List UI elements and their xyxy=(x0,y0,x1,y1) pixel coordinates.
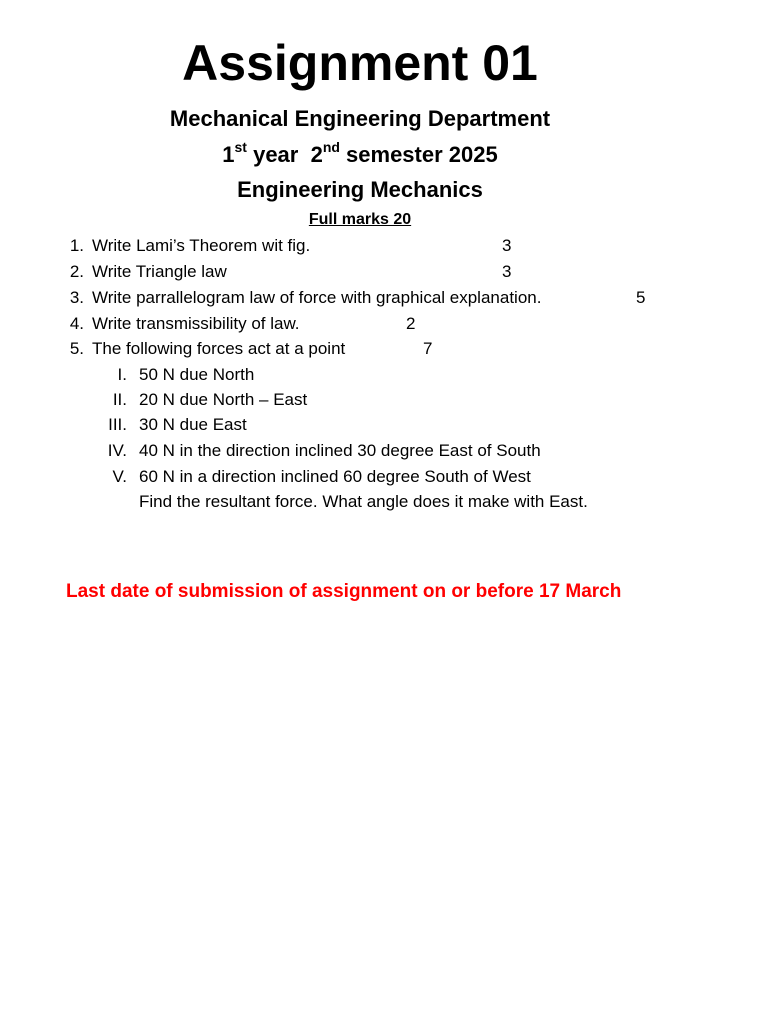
full-marks: Full marks 20 xyxy=(308,211,412,228)
subject-heading: Engineering Mechanics xyxy=(237,177,483,202)
submission-deadline: Last date of submission of assignment on or before 17 March xyxy=(66,581,622,602)
question-text: The following forces act at a point xyxy=(92,339,346,358)
question-marks: 3 xyxy=(502,236,512,255)
force-numeral: V. xyxy=(112,467,127,486)
question-number: 5. xyxy=(69,339,84,358)
force-text: 60 N in a direction inclined 60 degree South of West xyxy=(139,467,531,486)
year-semester-heading xyxy=(0,140,720,170)
question-text: Write transmissibility of law. xyxy=(92,314,300,333)
question-text: Write parrallelogram law of force with graphical explanation. xyxy=(92,288,542,307)
question-marks: 3 xyxy=(502,262,512,281)
find-resultant-text: Find the resultant force. What angle does it make with East. xyxy=(139,492,588,511)
question-text: Write Lami’s Theorem wit fig. xyxy=(92,236,311,255)
year-number: 1 xyxy=(222,142,235,167)
year-suffix: st xyxy=(234,138,247,155)
force-numeral: III. xyxy=(108,415,127,434)
force-text: 50 N due North xyxy=(139,365,255,384)
question-marks: 5 xyxy=(636,288,646,307)
question-marks: 2 xyxy=(406,314,416,333)
force-numeral: II. xyxy=(112,390,127,409)
department-heading: Mechanical Engineering Department xyxy=(169,106,551,131)
force-text: 20 N due North – East xyxy=(139,390,308,409)
semester-suffix: nd xyxy=(322,138,340,155)
force-text: 40 N in the direction inclined 30 degree East of South xyxy=(139,441,541,460)
question-number: 3. xyxy=(69,288,84,307)
semester-rest: semester 2025 xyxy=(339,142,498,167)
force-numeral: IV. xyxy=(107,441,127,460)
year-word: year 2 xyxy=(246,142,323,167)
force-numeral: I. xyxy=(117,365,127,384)
question-number: 4. xyxy=(69,314,84,333)
assignment-title: Assignment 01 xyxy=(182,35,538,91)
question-marks: 7 xyxy=(423,339,433,358)
question-number: 1. xyxy=(69,236,84,255)
question-text: Write Triangle law xyxy=(92,262,227,281)
force-text: 30 N due East xyxy=(139,415,247,434)
question-number: 2. xyxy=(69,262,84,281)
